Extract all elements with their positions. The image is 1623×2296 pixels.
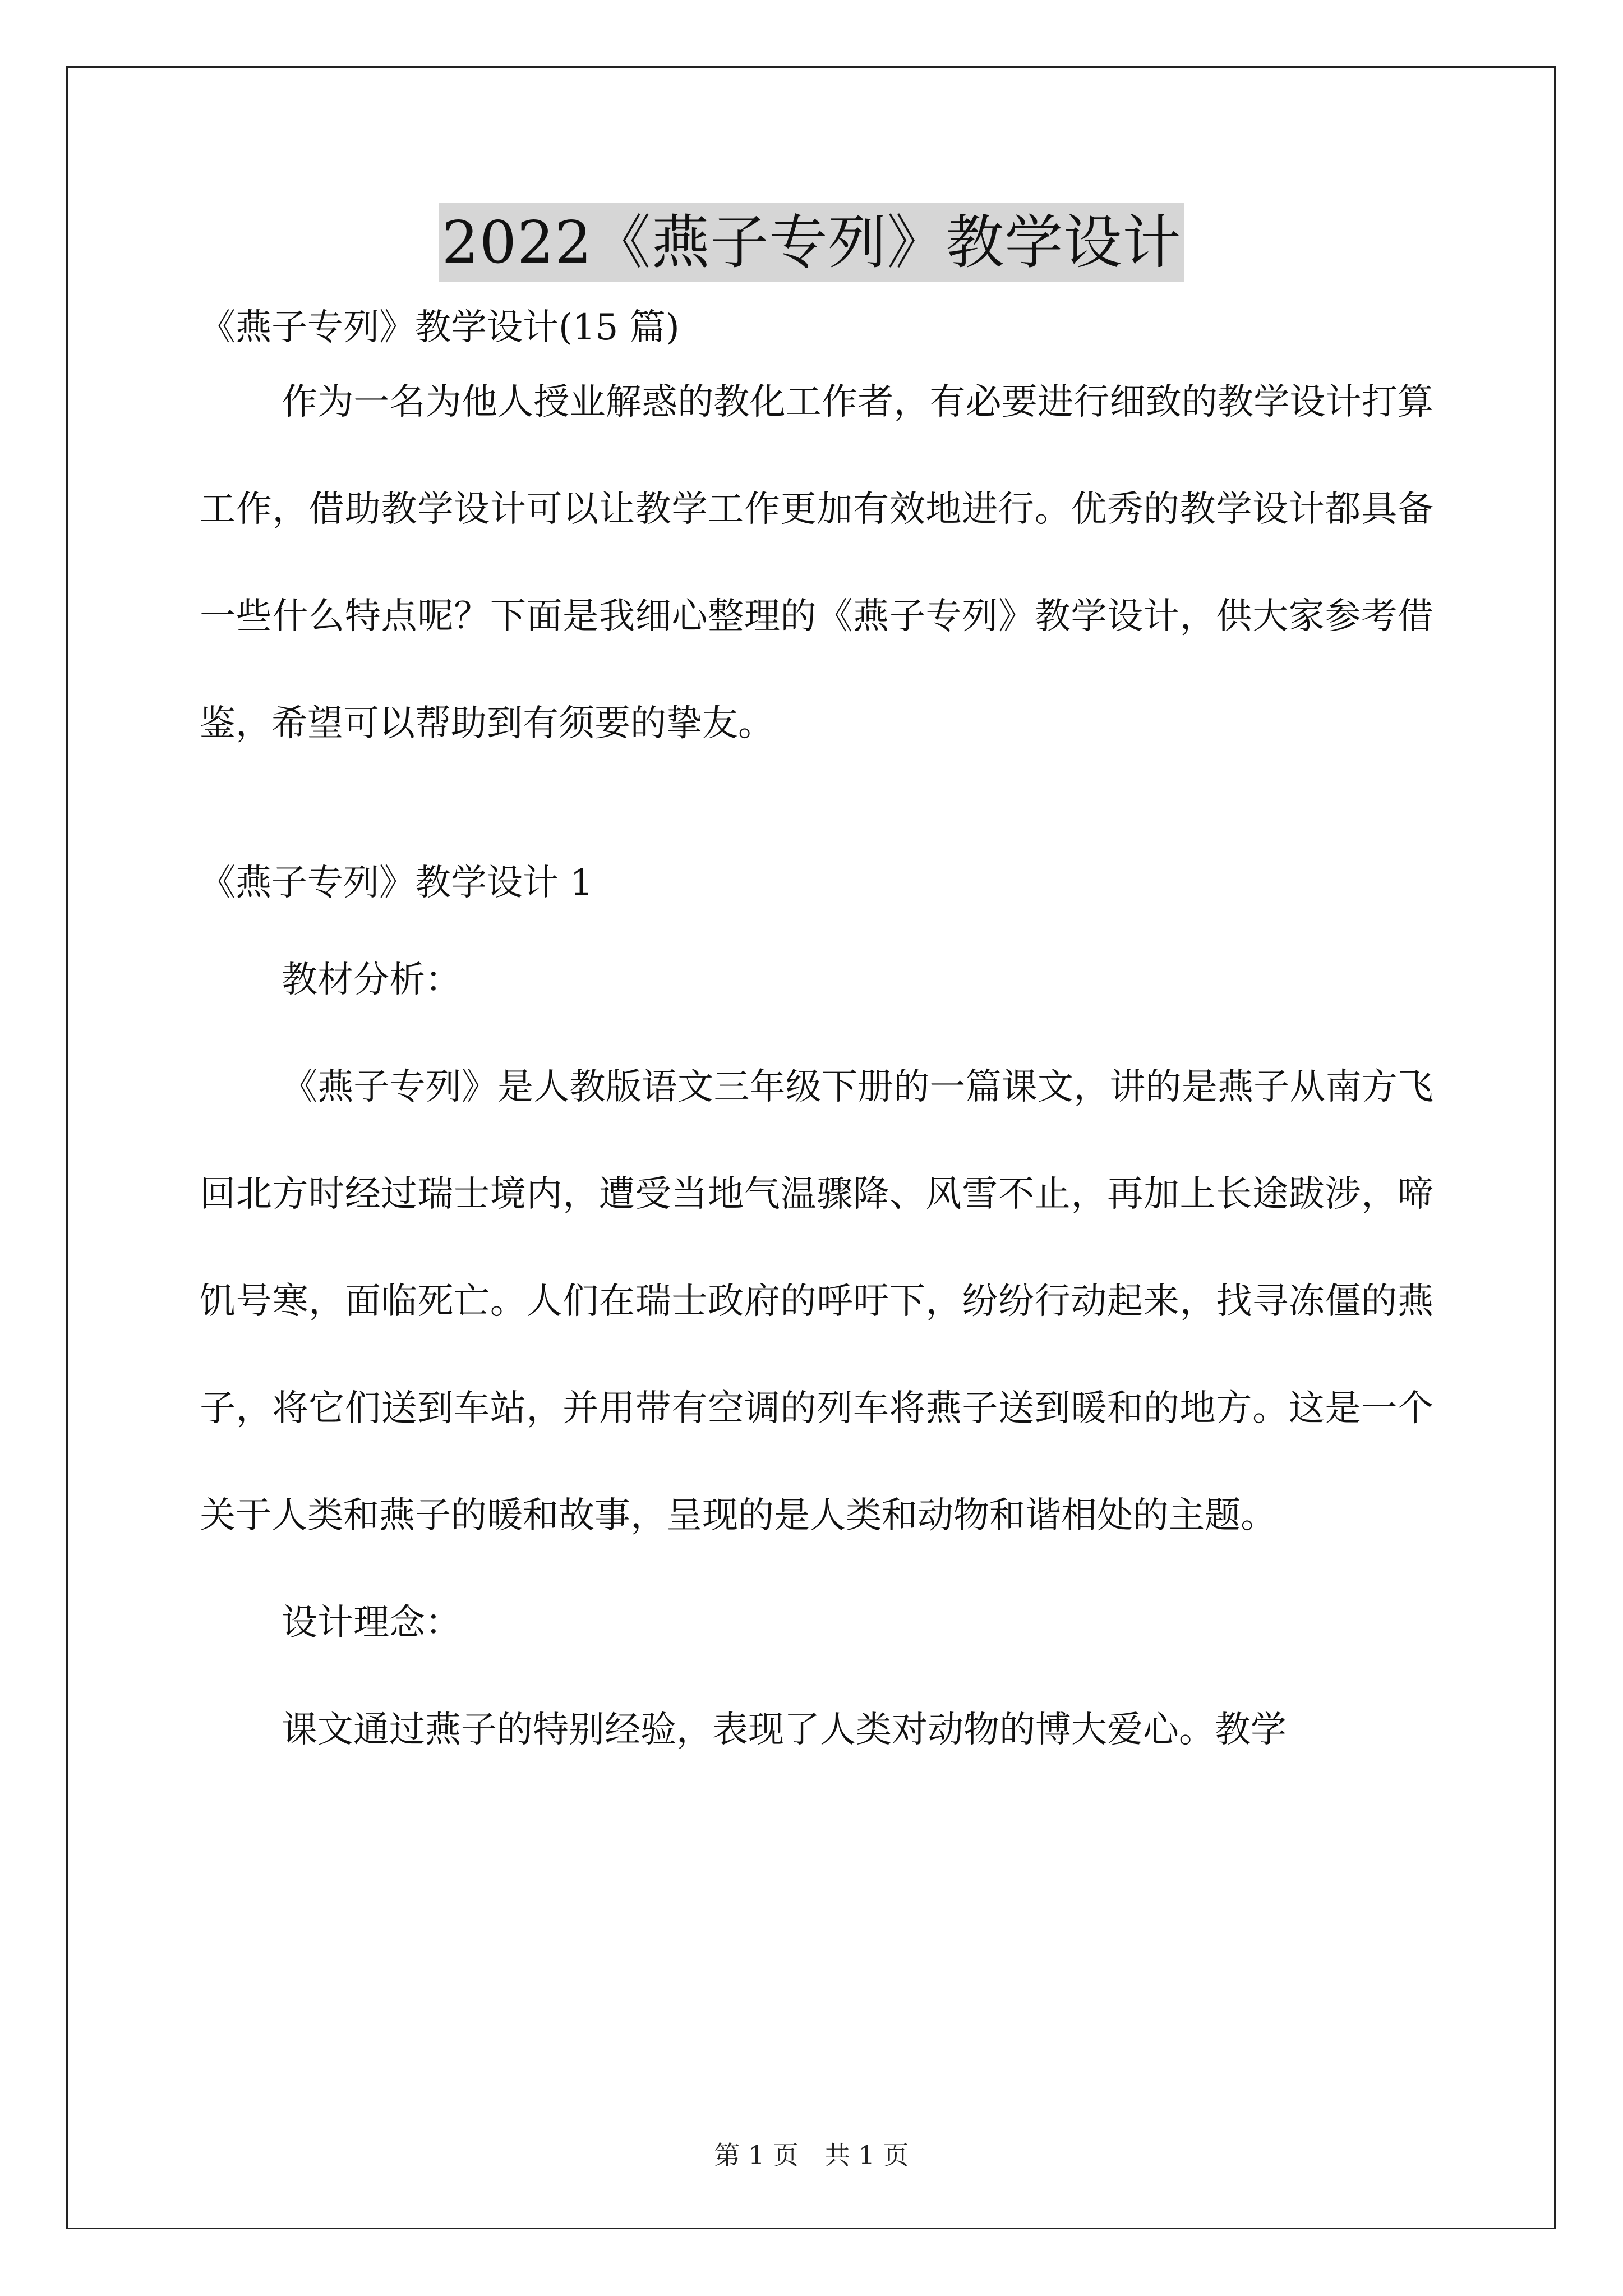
intro-paragraph: 作为一名为他人授业解惑的教化工作者，有必要进行细致的教学设计打算工作，借助教学设计可以让教学工作更加有效地进行。优秀的教学设计都具备一些什么特点呢？下面是我细心整理的《燕子专列》教学设计，供大家参考借鉴，希望可以帮助到有须要的挚友。: [200, 381, 1433, 744]
section-heading: 《燕子专列》教学设计 1: [200, 862, 593, 904]
materials-label: 教材分析：: [282, 959, 461, 1001]
section-gap: [200, 777, 1433, 862]
concept-label: 设计理念：: [282, 1602, 461, 1644]
title-container: [0, 203, 1623, 282]
document-subtitle: 《燕子专列》教学设计(15 篇): [200, 307, 680, 348]
page-footer: 第 1 页 共 1 页: [714, 2140, 909, 2170]
concept-paragraph: 课文通过燕子的特别经验，表现了人类对动物的博大爱心。教学: [282, 1709, 1287, 1751]
document-title: 2022《燕子专列》教学设计: [439, 203, 1185, 282]
document-body: [200, 306, 1433, 1784]
materials-paragraph: 《燕子专列》是人教版语文三年级下册的一篇课文，讲的是燕子从南方飞回北方时经过瑞士境内，遭受当地气温骤降、风雪不止，再加上长途跋涉，啼饥号寒，面临死亡。人们在瑞士政府的呼吁下，纷纷行动起来，找寻冻僵的燕子，将它们送到车站，并用带有空调的列车将燕子送到暖和的地方。这是一个关于人类和燕子的暖和故事，呈现的是人类和动物和谐相处的主题。: [200, 1066, 1433, 1536]
